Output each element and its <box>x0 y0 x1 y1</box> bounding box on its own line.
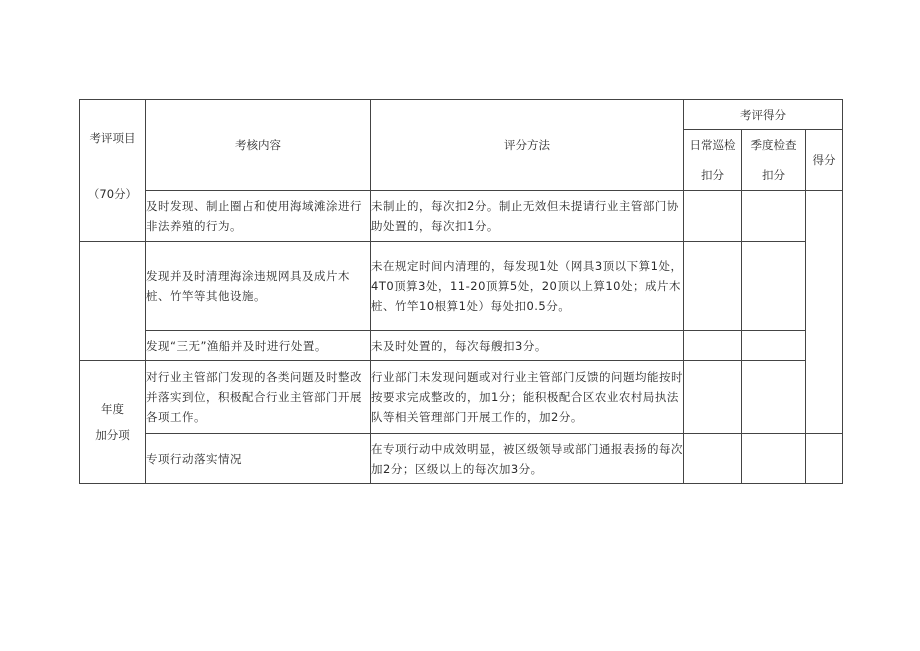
quarter-line2: 扣分 <box>762 168 785 182</box>
score-header: 得分 <box>806 130 843 191</box>
row-content: 专项行动落实情况 <box>146 434 371 484</box>
row-content: 发现并及时清理海涂违规网具及成片木桩、竹竿等其他设施。 <box>146 242 371 331</box>
quarter-score-cell <box>742 242 806 331</box>
bonus-label-line2: 加分项 <box>95 428 130 442</box>
item-cell <box>80 100 146 242</box>
quarter-score-cell <box>742 191 806 242</box>
evaluation-table <box>79 99 843 484</box>
bonus-label-cell <box>80 361 146 484</box>
final-score-cell <box>806 434 843 484</box>
table-row <box>80 331 843 361</box>
row-method: 未制止的，每次扣2分。制止无效但未提请行业主管部门协助处置的，每次扣1分。 <box>371 191 684 242</box>
method-header: 评分方法 <box>371 100 684 191</box>
daily-line1: 日常巡检 <box>689 138 736 152</box>
daily-deduction-header <box>684 130 742 191</box>
table-row <box>80 191 843 242</box>
final-score-cell <box>806 191 843 434</box>
daily-score-cell <box>684 191 742 242</box>
quarter-score-cell <box>742 434 806 484</box>
item-cell-blank <box>80 242 146 361</box>
header-row-1 <box>80 100 843 130</box>
row-content: 发现“三无”渔船并及时进行处置。 <box>146 331 371 361</box>
row-method: 未在规定时间内清理的，每发现1处（网具3顶以下算1处，4T0顶算3处，11-20顶算5处，20顶以上算10处；成片木桩、竹竿10根算1处）每处扣0.5分。 <box>371 242 684 331</box>
quarter-deduction-header <box>742 130 806 191</box>
row-method: 未及时处置的，每次每艘扣3分。 <box>371 331 684 361</box>
daily-line2: 扣分 <box>701 168 724 182</box>
table-row <box>80 361 843 434</box>
item-header: 考评项目 <box>89 131 136 145</box>
quarter-score-cell <box>742 331 806 361</box>
row-content: 及时发现、制止圈占和使用海域滩涂进行非法养殖的行为。 <box>146 191 371 242</box>
row-method: 在专项行动中成效明显，被区级领导或部门通报表扬的每次加2分；区级以上的每次加3分。 <box>371 434 684 484</box>
row-method: 行业部门未发现问题或对行业主管部门反馈的问题均能按时按要求完成整改的，加1分；能积极配合区农业农村局执法队等相关管理部门开展工作的，加2分。 <box>371 361 684 434</box>
daily-score-cell <box>684 242 742 331</box>
quarter-score-cell <box>742 361 806 434</box>
quarter-line1: 季度检查 <box>750 138 797 152</box>
table-row <box>80 434 843 484</box>
daily-score-cell <box>684 331 742 361</box>
section1-points: （70分） <box>87 187 138 201</box>
content-header: 考核内容 <box>146 100 371 191</box>
row-content: 对行业主管部门发现的各类问题及时整改并落实到位，积极配合行业主管部门开展各项工作。 <box>146 361 371 434</box>
table-row <box>80 242 843 331</box>
daily-score-cell <box>684 361 742 434</box>
daily-score-cell <box>684 434 742 484</box>
score-group-header: 考评得分 <box>684 100 843 130</box>
bonus-label-line1: 年度 <box>101 402 124 416</box>
